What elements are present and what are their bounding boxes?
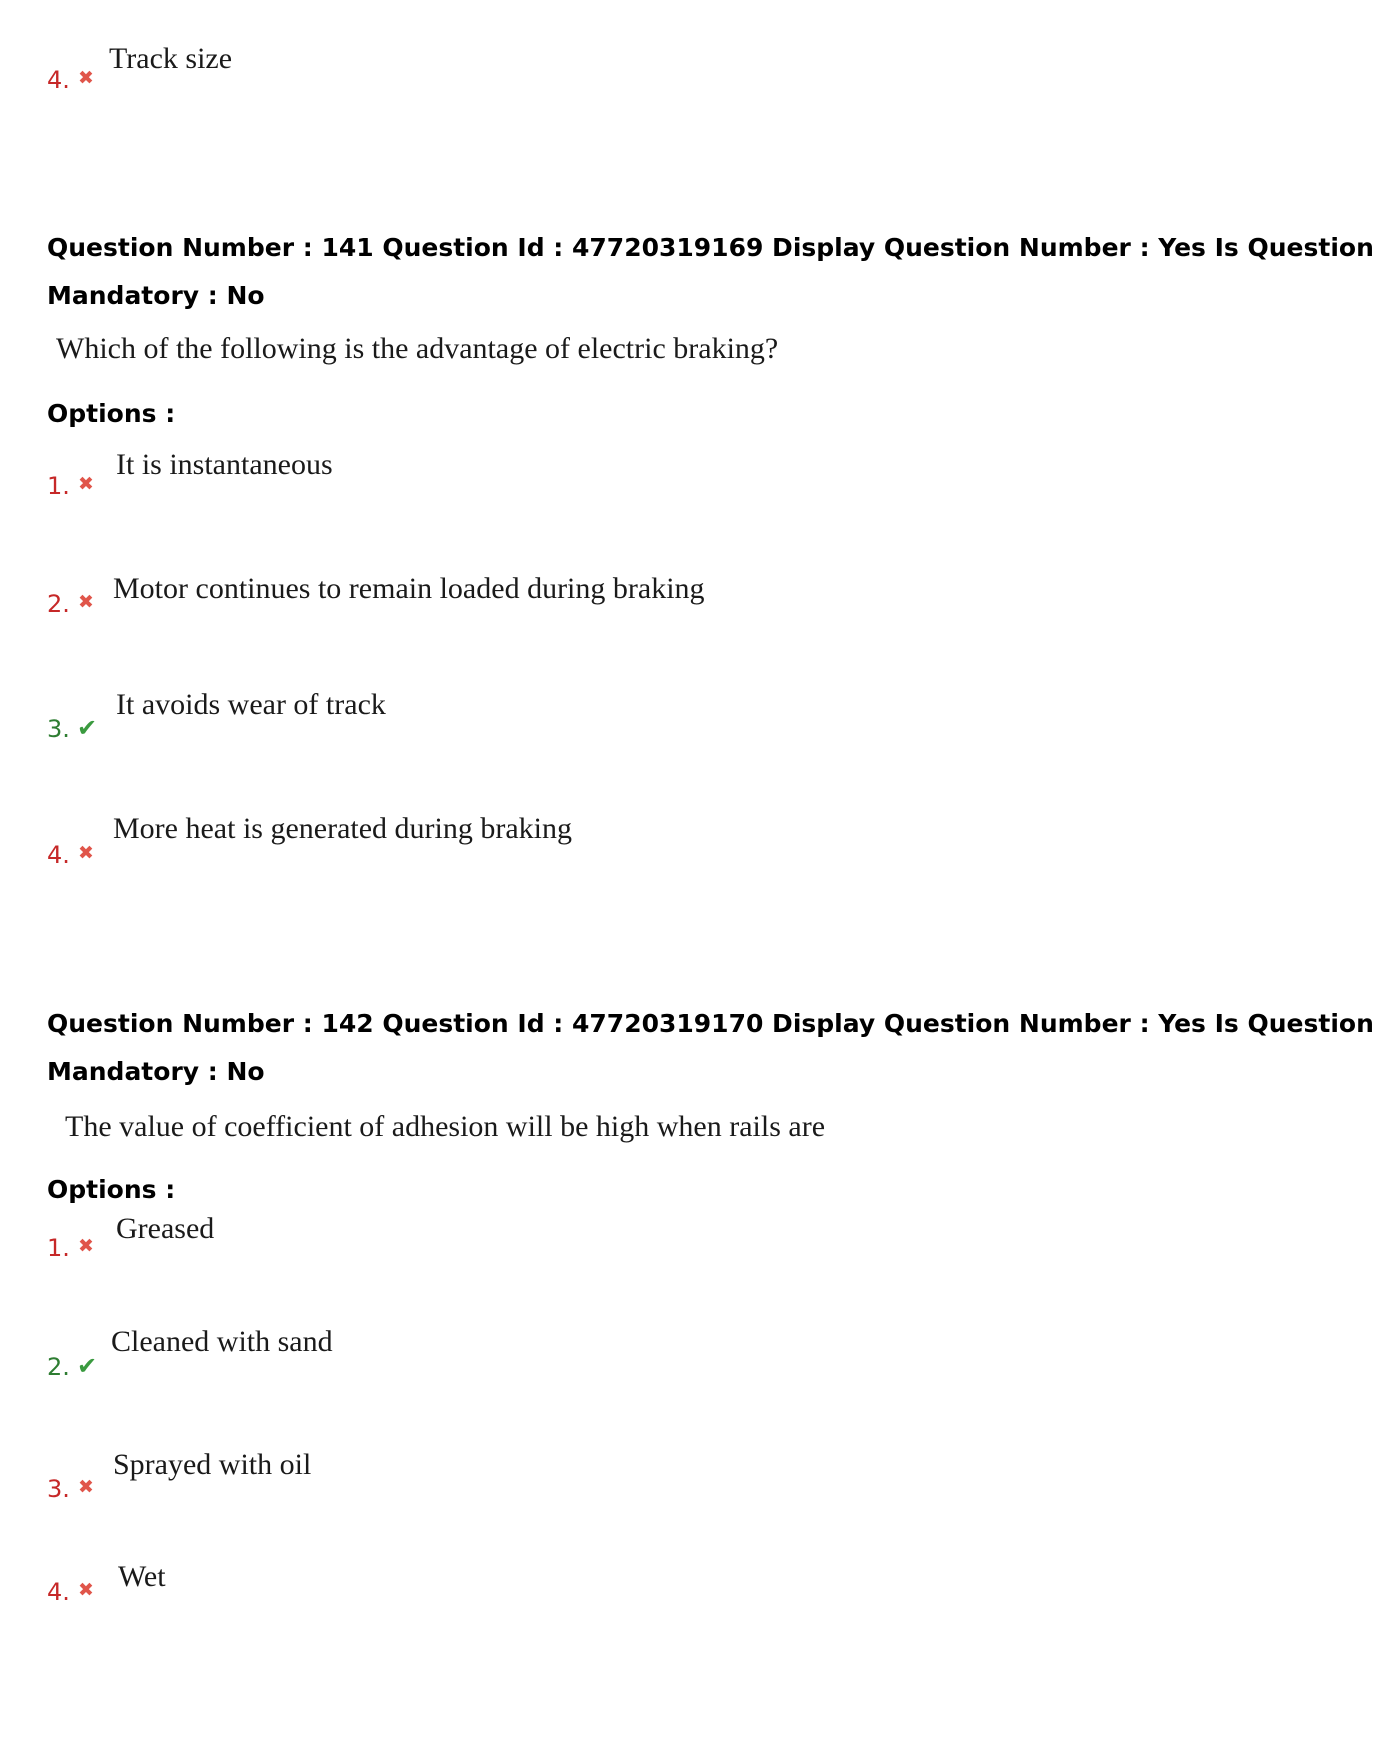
question-header-line2: Mandatory : No [47, 1057, 265, 1086]
question-text: The value of coefficient of adhesion will be high when rails are [65, 1110, 826, 1143]
option-number: 4. [47, 841, 70, 869]
question-text: Which of the following is the advantage of electric braking? [56, 332, 779, 365]
option-text: Sprayed with oil [113, 1448, 312, 1481]
option-text: It is instantaneous [116, 448, 333, 481]
question-header-line2: Mandatory : No [47, 281, 265, 310]
option-text: Wet [118, 1560, 166, 1593]
cross-icon: ✖ [78, 473, 94, 495]
option-number: 1. [47, 472, 70, 500]
options-label: Options : [47, 1175, 176, 1204]
option-text: It avoids wear of track [116, 688, 386, 721]
question-header-line1: Question Number : 142 Question Id : 47720319170 Display Question Number : Yes Is Question [47, 1009, 1374, 1038]
option-number: 2. [47, 1353, 70, 1381]
option-text: Track size [109, 42, 233, 75]
option-text: Cleaned with sand [111, 1325, 333, 1358]
option-number: 1. [47, 1234, 70, 1262]
option-number: 3. [47, 715, 70, 743]
option-text: Greased [116, 1212, 215, 1245]
option-number: 4. [47, 66, 70, 94]
question-header-line1: Question Number : 141 Question Id : 47720319169 Display Question Number : Yes Is Question [47, 233, 1374, 262]
option-text: More heat is generated during braking [113, 812, 573, 845]
cross-icon: ✖ [78, 591, 94, 613]
option-text: Motor continues to remain loaded during braking [113, 572, 705, 605]
options-label: Options : [47, 399, 176, 428]
option-number: 3. [47, 1475, 70, 1503]
cross-icon: ✖ [78, 67, 94, 89]
check-icon: ✔ [77, 714, 98, 742]
option-number: 4. [47, 1578, 70, 1606]
cross-icon: ✖ [78, 842, 94, 864]
check-icon: ✔ [77, 1352, 98, 1380]
cross-icon: ✖ [78, 1476, 94, 1498]
cross-icon: ✖ [78, 1235, 94, 1257]
option-number: 2. [47, 590, 70, 618]
cross-icon: ✖ [78, 1579, 94, 1601]
